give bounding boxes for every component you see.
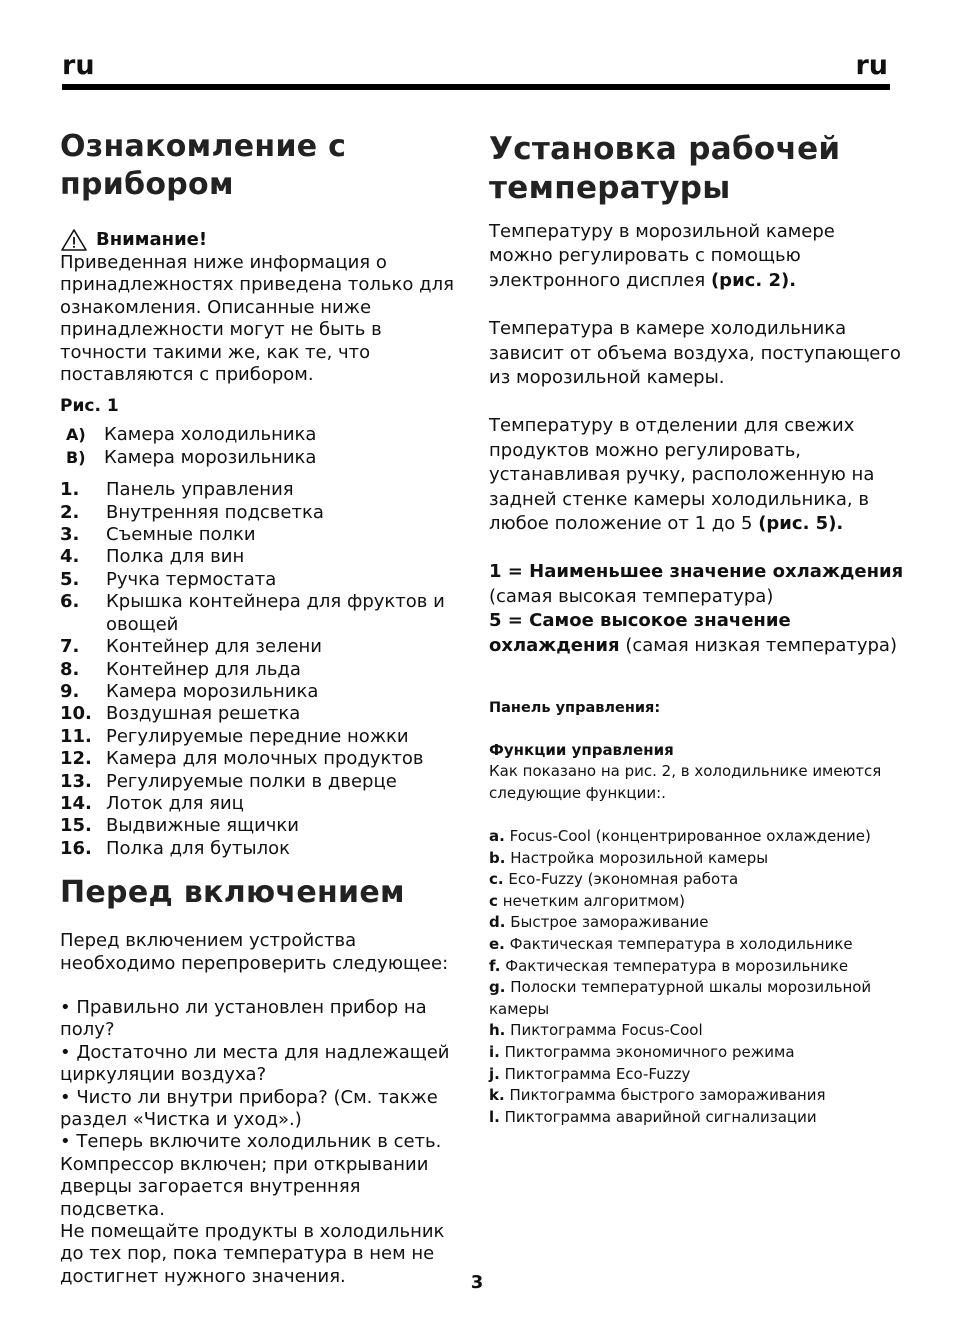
part-item: 9. Камера морозильника bbox=[60, 680, 319, 702]
header-divider bbox=[62, 84, 890, 90]
part-item: 8. Контейнер для льда bbox=[60, 658, 301, 680]
closing-note: Не помещайте продукты в холодильник до тех пор, пока температура в нем не достигнет нужного значения. bbox=[60, 1221, 445, 1287]
checklist-item: • Достаточно ли места для надлежащей циркуляции воздуха? bbox=[60, 1041, 450, 1086]
function-item: a. Focus-Cool (концентрированное охлаждение) bbox=[489, 827, 871, 846]
function-item: j. Пиктограмма Eco-Fuzzy bbox=[489, 1064, 691, 1083]
function-item: f. Фактическая температура в морозильнике bbox=[489, 956, 849, 975]
temperature-title: Установка рабочей температуры bbox=[489, 131, 841, 206]
part-item: 3. Съемные полки bbox=[60, 524, 256, 546]
warning-heading bbox=[60, 228, 470, 252]
function-item: с нечетким алгоритмом) bbox=[489, 891, 685, 910]
warning-icon bbox=[60, 228, 88, 252]
setting-1: 1 = Наименьшее значение охлаждения (самая высокая температура) bbox=[489, 561, 904, 607]
right-column bbox=[489, 128, 904, 1128]
part-item: 5. Ручка термостата bbox=[60, 568, 277, 590]
setting-5: 5 = Самое высокое значение охлаждения (самая низкая температура) bbox=[489, 610, 897, 656]
language-code-left: ru bbox=[62, 50, 95, 81]
part-item: 12. Камера для молочных продуктов bbox=[60, 748, 424, 770]
checklist-item: • Теперь включите холодильник в сеть. Компрессор включен; при открывании дверцы загорается внутренняя подсветка. bbox=[60, 1131, 442, 1220]
part-item: 7. Контейнер для зелени bbox=[60, 636, 322, 658]
function-item: d. Быстрое замораживание bbox=[489, 913, 709, 932]
control-panel-label: Панель управления: bbox=[489, 700, 661, 717]
chambers-list bbox=[60, 424, 470, 469]
warning-text: Приведенная ниже информация о принадлежностях приведена только для ознакомления. Описанные ниже принадлежности могут не быть в точности такими же, как те, что поставляются с прибором. bbox=[60, 252, 454, 386]
function-item: h. Пиктограмма Focus-Cool bbox=[489, 1021, 703, 1040]
page-number: 3 bbox=[470, 1272, 484, 1293]
function-item: k. Пиктограмма быстрого замораживания bbox=[489, 1086, 826, 1105]
part-item: 6. Крышка контейнера для фруктов и овощей bbox=[60, 591, 445, 635]
part-item: 14. Лоток для яиц bbox=[60, 792, 244, 814]
function-item: b. Настройка морозильной камеры bbox=[489, 848, 769, 867]
part-item: 15. Выдвижные ящички bbox=[60, 815, 299, 837]
part-item: 1. Панель управления bbox=[60, 479, 294, 501]
paragraph-airflow: Температура в камере холодильника зависит от объема воздуха, поступающего из морозильной камеры. bbox=[489, 318, 901, 389]
functions-title: Функции управления bbox=[489, 741, 674, 760]
part-item: 4. Полка для вин bbox=[60, 546, 245, 568]
before-title: Перед включением bbox=[60, 875, 405, 911]
function-item: e. Фактическая температура в холодильнике bbox=[489, 935, 853, 954]
intro-title: Ознакомление с прибором bbox=[60, 129, 347, 202]
part-item: 2. Внутренняя подсветка bbox=[60, 501, 324, 523]
checklist-item: • Правильно ли установлен прибор на полу? bbox=[60, 996, 427, 1041]
function-item: g. Полоски температурной шкалы морозильной камеры bbox=[489, 978, 872, 1018]
language-code-right: ru bbox=[855, 50, 888, 81]
function-item: l. Пиктограмма аварийной сигнализации bbox=[489, 1107, 817, 1126]
part-item: 16. Полка для бутылок bbox=[60, 837, 291, 859]
functions-list bbox=[489, 826, 904, 1128]
warning-label: Внимание! bbox=[96, 229, 208, 250]
part-item: 10. Воздушная решетка bbox=[60, 703, 301, 725]
chamber-item: B) Камера морозильника bbox=[66, 446, 317, 468]
part-item: 11. Регулируемые передние ножки bbox=[60, 725, 409, 747]
part-item: 13. Регулируемые полки в дверце bbox=[60, 770, 397, 792]
function-item: c. Eco-Fuzzy (экономная работа bbox=[489, 870, 739, 889]
checklist-item: • Чисто ли внутри прибора? (См. также раздел «Чистка и уход».) bbox=[60, 1086, 438, 1130]
functions-intro: Как показано на рис. 2, в холодильнике имеются следующие функции:. bbox=[489, 762, 882, 802]
parts-list bbox=[60, 479, 470, 860]
before-intro: Перед включением устройства необходимо перепроверить следующее: bbox=[60, 930, 449, 974]
figure-label: Рис. 1 bbox=[60, 396, 119, 417]
paragraph-display: Температуру в морозильной камере можно регулировать с помощью электронного дисплея (рис. 2). bbox=[489, 221, 835, 291]
checklist bbox=[60, 997, 470, 1221]
chamber-item: A) Камера холодильника bbox=[66, 424, 317, 446]
paragraph-knob: Температуру в отделении для свежих продуктов можно регулировать, устанавливая ручку, расположенную на задней стенке камеры холодильника, в любое положение от 1 до 5 (рис. 5). bbox=[489, 415, 875, 535]
function-item: i. Пиктограмма экономичного режима bbox=[489, 1043, 795, 1062]
left-column bbox=[60, 128, 470, 1288]
